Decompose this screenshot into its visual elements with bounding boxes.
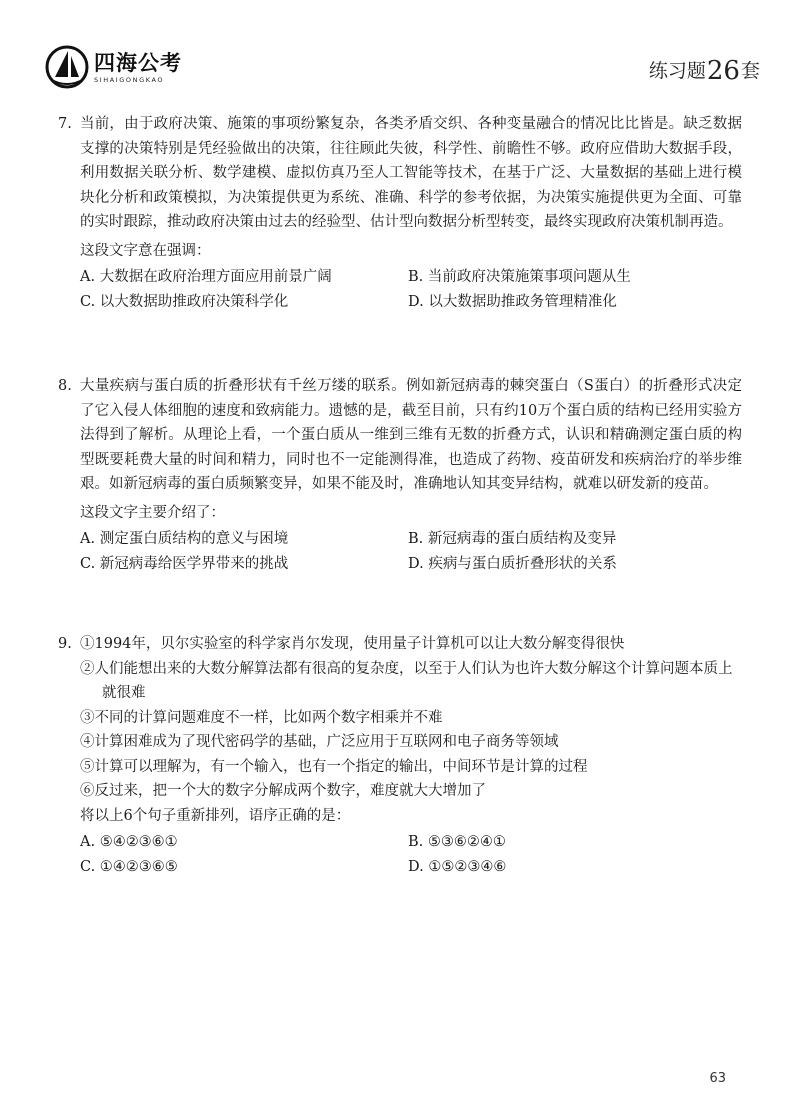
options-list [58, 265, 742, 314]
set-number: 26 [706, 56, 740, 86]
question-prompt: 这段文字意在强调： [80, 242, 211, 259]
sentence-5: ⑤计算可以理解为，有一个输入，也有一个指定的输出，中间环节是计算的过程 [80, 758, 588, 775]
page-number: 63 [709, 1071, 726, 1086]
option-c[interactable]: C. ①④②③⑥⑤ [80, 858, 178, 875]
sentence-3: ③不同的计算问题难度不一样，比如两个数字相乘并不难 [80, 709, 443, 726]
option-d[interactable]: D. 疾病与蛋白质折叠形状的关系 [408, 555, 617, 572]
sentence-2: ②人们能想出来的大数分解算法都有很高的复杂度，以至于人们认为也许大数分解这个计算问题本质上就很难 [80, 660, 733, 701]
option-b[interactable]: B. 新冠病毒的蛋白质结构及变异 [408, 531, 617, 547]
sentence-list [58, 632, 742, 804]
passage-text: 大量疾病与蛋白质的折叠形状有千丝万缕的联系。例如新冠病毒的棘突蛋白（S蛋白）的折叠形式决定了它入侵人体细胞的速度和致病能力。遗憾的是，截至目前，只有约10万个蛋白质的结构已经用实验方法得到了解析。从理论上看，一个蛋白质从一维到三维有无数的折叠方式，认识和精确测定蛋白质的构型既要耗费大量的时间和精力，同时也不一定能测得准，也造成了药物、疫苗研发和疾病治疗的举步维艰。如新冠病毒的蛋白质频繁变异，如果不能及时，准确地认知其变异结构，就难以研发新的疫苗。 [80, 378, 742, 492]
question-prompt: 将以上6个句子重新排列，语序正确的是： [80, 807, 351, 824]
logo-chinese-name: 四海公考 [94, 50, 182, 75]
exercise-set-title [649, 56, 760, 86]
sailboat-logo-icon [44, 44, 90, 90]
question-9 [58, 632, 742, 879]
option-a[interactable]: A. 大数据在政府治理方面应用前景广阔 [80, 269, 332, 285]
question-passage [58, 374, 742, 497]
sentence-4: ④计算困难成为了现代密码学的基础，广泛应用于互联网和电子商务等领域 [80, 734, 559, 750]
option-a[interactable]: A. 测定蛋白质结构的意义与困境 [80, 531, 289, 547]
set-suffix: 套 [740, 60, 760, 82]
passage-text: 当前，由于政府决策、施策的事项纷繁复杂，各类矛盾交织、各种变量融合的情况比比皆是。缺乏数据支撑的决策特别是凭经验做出的决策，往往顾此失彼，科学性、前瞻性不够。政府应借助大数据手段，利用数据关联分析、数学建模、虚拟仿真乃至人工智能等技术，在基于广泛、大量数据的基础上进行模块化分析和政策模拟，为决策提供更为系统、准确、科学的参考依据，为决策实施提供更为全面、可靠的实时跟踪，推动政府决策由过去的经验型、估计型向数据分析型转变，最终实现政府决策机制再造。 [80, 116, 742, 230]
question-passage [58, 112, 742, 235]
option-d[interactable]: D. 以大数据助推政务管理精准化 [408, 293, 617, 310]
question-prompt: 这段文字主要介绍了： [80, 504, 225, 521]
publisher-logo [44, 44, 182, 90]
options-list [58, 527, 742, 576]
logo-english-name: SIHAIGONGKAO [94, 75, 165, 84]
question-number: 8. [58, 378, 72, 394]
question-8 [58, 374, 742, 576]
option-c[interactable]: C. 以大数据助推政府决策科学化 [80, 293, 289, 310]
question-7 [58, 112, 742, 314]
option-b[interactable]: B. ⑤③⑥②④① [408, 834, 506, 850]
option-d[interactable]: D. ①⑤②③④⑥ [408, 858, 507, 875]
page-header [44, 44, 760, 92]
sentence-1: ①1994年，贝尔实验室的科学家肖尔发现，使用量子计算机可以让大数分解变得很快 [80, 636, 625, 652]
option-b[interactable]: B. 当前政府决策施策事项问题从生 [408, 269, 631, 285]
question-number: 7. [58, 116, 72, 132]
options-list [58, 830, 742, 879]
set-prefix: 练习题 [648, 60, 706, 82]
option-c[interactable]: C. 新冠病毒给医学界带来的挑战 [80, 555, 289, 572]
option-a[interactable]: A. ⑤④②③⑥① [80, 834, 178, 850]
sentence-6: ⑥反过来，把一个大的数字分解成两个数字，难度就大大增加了 [80, 783, 486, 799]
question-number: 9. [58, 636, 72, 652]
